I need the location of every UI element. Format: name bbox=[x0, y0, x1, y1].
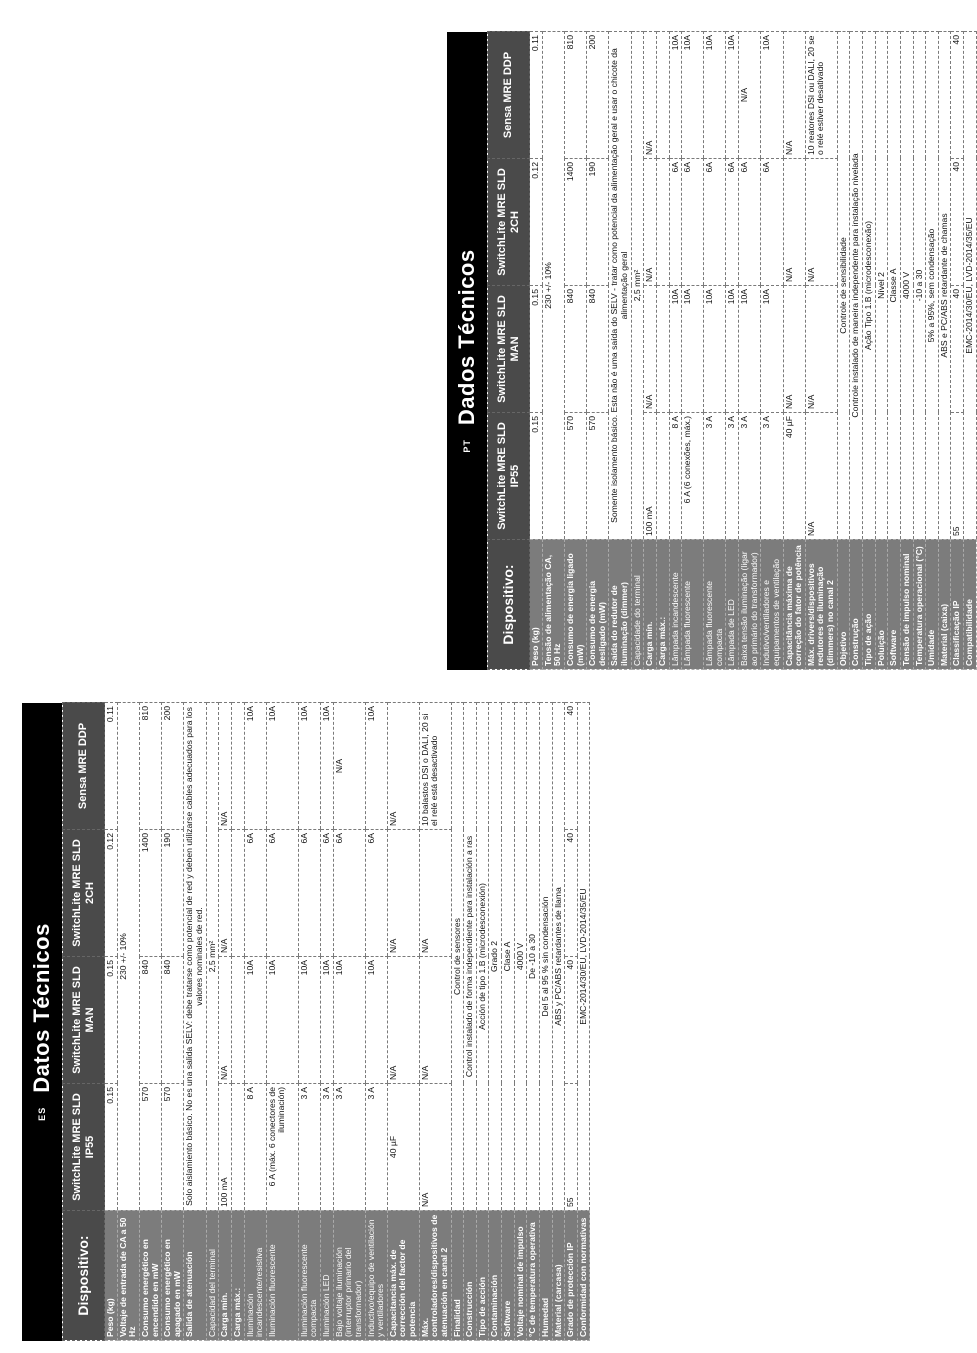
row-label: Conformidad con normativas bbox=[577, 1211, 590, 1341]
title-bar bbox=[447, 32, 487, 670]
cell-value: 840 bbox=[139, 957, 161, 1084]
table-row bbox=[514, 703, 527, 1341]
cell-value: 6A bbox=[761, 159, 783, 286]
row-label: Finalidad bbox=[451, 1211, 464, 1341]
row-label: Consumo energético en apagado en mW bbox=[162, 1211, 184, 1341]
cell-value: N/A bbox=[387, 703, 419, 830]
header-model: SwitchLite MRE SLD MAN bbox=[488, 286, 530, 413]
cell-value: 10A bbox=[244, 957, 266, 1084]
table-row bbox=[726, 32, 739, 670]
table-row bbox=[564, 32, 586, 670]
row-label: Máx. drivers/dispositivos redutores de iluminação (dimmers) no canal 2 bbox=[805, 540, 837, 670]
table-row bbox=[162, 703, 184, 1341]
cell-value: 10A bbox=[321, 957, 334, 1084]
cell-value: 3 A bbox=[298, 1084, 320, 1211]
row-label: Software bbox=[888, 540, 901, 670]
cell-value: 10A bbox=[266, 703, 298, 830]
language-code: ES bbox=[37, 1106, 47, 1121]
row-label: Software bbox=[502, 1211, 515, 1341]
table-row bbox=[682, 32, 704, 670]
cell-value: 10A bbox=[298, 703, 320, 830]
table-row bbox=[476, 703, 489, 1341]
row-label: Peso (kg) bbox=[105, 1211, 118, 1341]
cell-value: N/A bbox=[783, 32, 805, 159]
cell-value: N/A bbox=[805, 286, 837, 413]
cell-value: N/A bbox=[739, 32, 761, 159]
cell-value: 6A bbox=[321, 830, 334, 957]
table-row bbox=[805, 32, 837, 670]
cell-value: -10 a 30 bbox=[913, 32, 926, 540]
table-row bbox=[542, 32, 564, 670]
header-model: Sensa MRE DDP bbox=[488, 32, 530, 159]
cell-value: 55 bbox=[951, 413, 964, 540]
cell-value: 40 bbox=[565, 703, 578, 830]
cell-value: ABS e PC/ABS retardante de chamas bbox=[938, 32, 951, 540]
table-row bbox=[837, 32, 850, 670]
table-row bbox=[365, 703, 387, 1341]
cell-value: Controle de sensibilidade bbox=[837, 32, 850, 540]
spec-table bbox=[487, 31, 977, 670]
cell-value: 10A bbox=[704, 32, 726, 159]
language-code: PT bbox=[462, 439, 472, 453]
cell-value: 200 bbox=[587, 32, 609, 159]
row-label: Tipo de ação bbox=[863, 540, 876, 670]
cell-value: Nível 2 bbox=[875, 32, 888, 540]
cell-value: 0.12 bbox=[105, 830, 118, 957]
table-row bbox=[206, 703, 219, 1341]
cell-value: 10A bbox=[365, 957, 387, 1084]
cell-value: 10A bbox=[739, 286, 761, 413]
table-row bbox=[244, 703, 266, 1341]
cell-value: 100 mA bbox=[219, 1084, 232, 1211]
table-row bbox=[117, 703, 139, 1341]
cell-value: 810 bbox=[564, 32, 586, 159]
table-row bbox=[387, 703, 419, 1341]
cell-value: 810 bbox=[139, 703, 161, 830]
table-row bbox=[609, 32, 631, 670]
cell-value: 6A bbox=[365, 830, 387, 957]
cell-value: 570 bbox=[587, 413, 609, 540]
page-title: Dados Técnicos bbox=[454, 249, 479, 426]
cell-value: 230 +/- 10% bbox=[542, 32, 564, 540]
cell-value: 1400 bbox=[139, 830, 161, 957]
cell-value: 6A bbox=[244, 830, 266, 957]
table-row bbox=[783, 32, 805, 670]
table-row bbox=[938, 32, 951, 670]
row-label: Material (carcasa) bbox=[552, 1211, 565, 1341]
cell-value: 10A bbox=[266, 957, 298, 1084]
cell-value: 190 bbox=[162, 830, 184, 957]
row-label: Iluminación LED bbox=[321, 1211, 334, 1341]
title-bar bbox=[22, 703, 62, 1341]
cell-value: 3 A bbox=[321, 1084, 334, 1211]
cell-value: 5% a 95%, sem condensação bbox=[926, 32, 939, 540]
cell-value: 8 A bbox=[669, 413, 682, 540]
cell-value: 6A bbox=[333, 830, 365, 957]
row-label: Indutivo/ventiladores e equipamentos de ventilação bbox=[761, 540, 783, 670]
cell-value: 40 bbox=[951, 286, 964, 413]
cell-value: 40 bbox=[951, 159, 964, 286]
cell-value: 10 reatores DSI ou DALI, 20 se o relé estiver desativado bbox=[805, 32, 837, 159]
cell-value: Controle instalado de maneira independente para instalação nivelada bbox=[850, 32, 863, 540]
table-row bbox=[761, 32, 783, 670]
cell-value: 10A bbox=[761, 286, 783, 413]
table-row bbox=[926, 32, 939, 670]
table-row bbox=[139, 703, 161, 1341]
cell-value: N/A bbox=[333, 703, 365, 830]
cell-value: 0.12 bbox=[530, 159, 543, 286]
cell-value: 40 µF bbox=[783, 413, 805, 540]
table-row bbox=[266, 703, 298, 1341]
cell-value: 10A bbox=[726, 286, 739, 413]
cell-value: 6A bbox=[682, 159, 704, 286]
row-label: Capacidad del terminal bbox=[206, 1211, 219, 1341]
row-label: Iluminación incandescente/resistiva bbox=[244, 1211, 266, 1341]
table-row bbox=[527, 703, 540, 1341]
cell-value: 10A bbox=[726, 32, 739, 159]
row-label: Contaminación bbox=[489, 1211, 502, 1341]
cell-value: 40 bbox=[565, 830, 578, 957]
cell-value: N/A bbox=[219, 957, 232, 1084]
cell-value: 3 A bbox=[704, 413, 726, 540]
table-row bbox=[105, 703, 118, 1341]
cell-value: 10A bbox=[244, 703, 266, 830]
spec-sheet-es bbox=[22, 703, 588, 1341]
table-row bbox=[631, 32, 644, 670]
row-label: Umidade bbox=[926, 540, 939, 670]
cell-value: N/A bbox=[644, 159, 657, 286]
cell-value: N/A bbox=[419, 1084, 451, 1211]
row-label: Consumo de energia ligado (mW) bbox=[564, 540, 586, 670]
cell-value: 6A bbox=[726, 159, 739, 286]
cell-value: 10A bbox=[298, 957, 320, 1084]
cell-value: 190 bbox=[587, 159, 609, 286]
row-label: Compatibilidade bbox=[964, 540, 977, 670]
table-row bbox=[656, 32, 669, 670]
cell-value: 6A bbox=[739, 159, 761, 286]
cell-value: 0.15 bbox=[105, 957, 118, 1084]
cell-value: 10A bbox=[669, 32, 682, 159]
cell-value: 6A bbox=[704, 159, 726, 286]
cell-value: 1400 bbox=[564, 159, 586, 286]
cell-value: De -10 a 30 bbox=[527, 703, 540, 1211]
table-header-row bbox=[63, 703, 105, 1341]
cell-value: Ação Tipo 1.B (microdesconexão) bbox=[863, 32, 876, 540]
cell-value: 570 bbox=[139, 1084, 161, 1211]
table-row bbox=[888, 32, 901, 670]
cell-value: 10A bbox=[669, 286, 682, 413]
table-row bbox=[913, 32, 926, 670]
cell-value: Control instalado de forma independiente para instalación a ras bbox=[464, 703, 477, 1211]
table-row bbox=[530, 32, 543, 670]
spec-sheet-pt bbox=[447, 32, 974, 670]
cell-value: N/A bbox=[644, 286, 657, 413]
cell-value: 10A bbox=[333, 957, 365, 1084]
row-label: °C de temperatura operativa bbox=[527, 1211, 540, 1341]
cell-value: ABS y PC/ABS retardantes de llama bbox=[552, 703, 565, 1211]
table-row bbox=[587, 32, 609, 670]
cell-value: N/A bbox=[783, 159, 805, 286]
row-label: Classificação IP bbox=[951, 540, 964, 670]
row-label: Objetivo bbox=[837, 540, 850, 670]
row-label: Inductivo/equipo de ventilación y ventiladores bbox=[365, 1211, 387, 1341]
cell-value: 570 bbox=[162, 1084, 184, 1211]
row-label: Lâmpada fluorescente compacta bbox=[704, 540, 726, 670]
table-row bbox=[219, 703, 232, 1341]
table-row bbox=[502, 703, 515, 1341]
cell-value: 230 +/- 10% bbox=[117, 703, 139, 1211]
spec-table bbox=[62, 702, 590, 1341]
cell-value: EMC-2014/30/EU, LVD-2014/35/EU bbox=[577, 703, 590, 1211]
table-row bbox=[644, 32, 657, 670]
cell-value: N/A bbox=[805, 413, 837, 540]
row-label: Iluminación fluorescente bbox=[266, 1211, 298, 1341]
cell-value: 4000 V bbox=[514, 703, 527, 1211]
cell-value: 10A bbox=[321, 703, 334, 830]
row-label: Saída do redutor de iluminação (dimmer) bbox=[609, 540, 631, 670]
cell-value: 3 A bbox=[365, 1084, 387, 1211]
cell-value: 0.15 bbox=[105, 1084, 118, 1211]
cell-value: 100 mA bbox=[644, 413, 657, 540]
row-label: Carga máx.: bbox=[231, 1211, 244, 1341]
table-row bbox=[577, 703, 590, 1341]
row-label: Humedad bbox=[539, 1211, 552, 1341]
row-label: Voltaje de entrada de CA a 50 Hz bbox=[117, 1211, 139, 1341]
cell-value: Clase A bbox=[502, 703, 515, 1211]
cell-value: Control de sensores bbox=[451, 703, 464, 1211]
cell-value: Classe A bbox=[888, 32, 901, 540]
row-label: Carga mín. bbox=[644, 540, 657, 670]
cell-value: 40 bbox=[565, 957, 578, 1084]
row-label: Construção bbox=[850, 540, 863, 670]
cell-value: Acción de tipo 1.B (microdesconexión) bbox=[476, 703, 489, 1211]
row-label: Tensão de impulso nominal bbox=[900, 540, 913, 670]
row-label: Capacitância máxima de correção do fator de potência bbox=[783, 540, 805, 670]
cell-value: 4000 V bbox=[900, 32, 913, 540]
cell-value: 8 A bbox=[244, 1084, 266, 1211]
header-model: SwitchLite MRE SLD IP55 bbox=[63, 1084, 105, 1211]
cell-value: EMC-2014/30/EU, LVD-2014/35/EU bbox=[964, 32, 977, 540]
table-row bbox=[489, 703, 502, 1341]
row-label: Peso (kg) bbox=[530, 540, 543, 670]
cell-value: 3 A bbox=[333, 1084, 365, 1211]
cell-value: 3 A bbox=[761, 413, 783, 540]
cell-value: 10A bbox=[761, 32, 783, 159]
row-label: Lâmpada de LED bbox=[726, 540, 739, 670]
table-row bbox=[419, 703, 451, 1341]
cell-value: 840 bbox=[162, 957, 184, 1084]
row-label: Temperatura operacional (°C) bbox=[913, 540, 926, 670]
table-row bbox=[184, 703, 206, 1341]
cell-value: 40 µF bbox=[387, 1084, 419, 1211]
header-device: Dispositivo: bbox=[488, 540, 530, 670]
table-row bbox=[333, 703, 365, 1341]
cell-value: 10A bbox=[682, 32, 704, 159]
row-label: Salida de atenuación bbox=[184, 1211, 206, 1341]
cell-value: Solo aislamiento básico. No es una salida SELV: debe tratarse como potencial de red y deben utilizarse cables adecuados para los valores nominales de red. bbox=[184, 703, 206, 1211]
header-model: Sensa MRE DDP bbox=[63, 703, 105, 830]
row-label: Consumo energético en encendido en mW bbox=[139, 1211, 161, 1341]
table-header-row bbox=[488, 32, 530, 670]
cell-value: 10A bbox=[682, 286, 704, 413]
table-row bbox=[552, 703, 565, 1341]
cell-value: N/A bbox=[387, 830, 419, 957]
cell-value: N/A bbox=[387, 957, 419, 1084]
cell-value: 6 A (6 conexões, máx.) bbox=[682, 413, 704, 540]
row-label: Carga máx.: bbox=[656, 540, 669, 670]
cell-value: N/A bbox=[783, 286, 805, 413]
cell-value: 3 A bbox=[739, 413, 761, 540]
cell-value: Del 5 al 95 % sin condensación bbox=[539, 703, 552, 1211]
cell-value: N/A bbox=[419, 830, 451, 957]
row-label: Iluminación fluorescente compacta bbox=[298, 1211, 320, 1341]
table-row bbox=[464, 703, 477, 1341]
cell-value: N/A bbox=[219, 830, 232, 957]
cell-value: Somente isolamento básico. Esta não é uma saída do SELV - tratar como potencial da alimentação geral e usar o chicote da alimentação geral bbox=[609, 32, 631, 540]
table-row bbox=[863, 32, 876, 670]
row-label: Grado de protección IP bbox=[565, 1211, 578, 1341]
row-label: Baixa tensão iluminação (ligar ao primário do transformador) bbox=[739, 540, 761, 670]
header-model: SwitchLite MRE SLD 2CH bbox=[488, 159, 530, 286]
row-label: Carga mín. bbox=[219, 1211, 232, 1341]
table-row bbox=[875, 32, 888, 670]
cell-value: 6A bbox=[298, 830, 320, 957]
header-model: SwitchLite MRE SLD IP55 bbox=[488, 413, 530, 540]
table-row bbox=[951, 32, 964, 670]
cell-value: N/A bbox=[419, 957, 451, 1084]
cell-value: 2,5 mm² bbox=[206, 703, 219, 1211]
table-row bbox=[565, 703, 578, 1341]
header-device: Dispositivo: bbox=[63, 1211, 105, 1341]
cell-value: N/A bbox=[644, 32, 657, 159]
cell-value: 0.11 bbox=[105, 703, 118, 830]
cell-value: 0.15 bbox=[530, 286, 543, 413]
cell-value: 0.11 bbox=[530, 32, 543, 159]
cell-value: 2,5 mm² bbox=[631, 32, 644, 540]
row-label: Lâmpada incandescente bbox=[669, 540, 682, 670]
cell-value: 6 A (máx. 6 conectores de iluminación) bbox=[266, 1084, 298, 1211]
cell-value: 10A bbox=[704, 286, 726, 413]
row-label: Lâmpada fluorescente bbox=[682, 540, 704, 670]
row-label: Poluição bbox=[875, 540, 888, 670]
row-label: Voltaje nominal de impulso bbox=[514, 1211, 527, 1341]
table-row bbox=[298, 703, 320, 1341]
row-label: Material (caixa) bbox=[938, 540, 951, 670]
cell-value: N/A bbox=[805, 159, 837, 286]
cell-value: 200 bbox=[162, 703, 184, 830]
cell-value: 40 bbox=[951, 32, 964, 159]
row-label: Consumo de energia desligado (mW) bbox=[587, 540, 609, 670]
cell-value: 840 bbox=[564, 286, 586, 413]
header-model: SwitchLite MRE SLD 2CH bbox=[63, 830, 105, 957]
cell-value: 3 A bbox=[726, 413, 739, 540]
table-row bbox=[451, 703, 464, 1341]
row-label: Capacitancia máx. de corrección del factor de potencia bbox=[387, 1211, 419, 1341]
cell-value: 0.15 bbox=[530, 413, 543, 540]
cell-value: 570 bbox=[564, 413, 586, 540]
row-label: Construcción bbox=[464, 1211, 477, 1341]
table-row bbox=[739, 32, 761, 670]
cell-value: 55 bbox=[565, 1084, 578, 1211]
row-label: Tipo de acción bbox=[476, 1211, 489, 1341]
cell-value: Grado 2 bbox=[489, 703, 502, 1211]
row-label: Máx. controladores/dispositivos de atenuación en canal 2 bbox=[419, 1211, 451, 1341]
table-row bbox=[321, 703, 334, 1341]
table-row bbox=[850, 32, 863, 670]
cell-value: 10A bbox=[365, 703, 387, 830]
cell-value: N/A bbox=[219, 703, 232, 830]
cell-value: 10 balastos DSI o DALI, 20 si el relé está desactivado bbox=[419, 703, 451, 830]
row-label: Tensão de alimentação CA, 50 Hz bbox=[542, 540, 564, 670]
header-model: SwitchLite MRE SLD MAN bbox=[63, 957, 105, 1084]
cell-value: 6A bbox=[669, 159, 682, 286]
table-row bbox=[964, 32, 977, 670]
row-label: Capacidade do terminal bbox=[631, 540, 644, 670]
cell-value: 6A bbox=[266, 830, 298, 957]
table-row bbox=[231, 703, 244, 1341]
table-row bbox=[704, 32, 726, 670]
page-title: Datos Técnicos bbox=[29, 923, 54, 1093]
cell-value: 840 bbox=[587, 286, 609, 413]
table-row bbox=[900, 32, 913, 670]
row-label: Bajo voltaje iluminación (interruptor primario del transformador) bbox=[333, 1211, 365, 1341]
table-row bbox=[669, 32, 682, 670]
table-row bbox=[539, 703, 552, 1341]
